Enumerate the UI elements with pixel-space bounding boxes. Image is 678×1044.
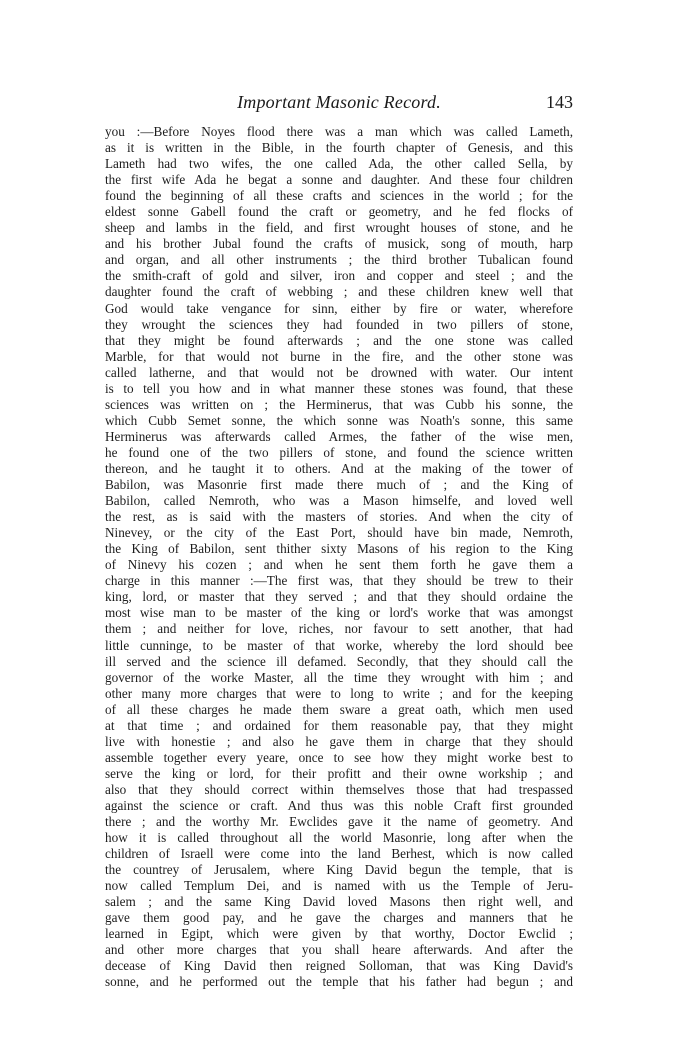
text-line: the countrey of Jerusalem, where King David begun the temple, that is (105, 862, 573, 878)
text-line: at that time ; and ordained for them reasonable pay, that they might (105, 717, 573, 733)
text-line: and organ, and all other instruments ; the third brother Tubalican found (105, 252, 573, 268)
text-line: children of Israell were come into the land Berhest, which is now called (105, 846, 573, 862)
text-line: the rest, as is said with the masters of stories. And when the city of (105, 509, 573, 525)
text-line: gave them good pay, and he gave the charges and manners that he (105, 910, 573, 926)
text-line: assemble together every yeare, once to see how they might worke best to (105, 749, 573, 765)
text-line: found the beginning of all these crafts and sciences in the world ; for the (105, 188, 573, 204)
text-line: the first wife Ada he begat a sonne and daughter. And these four children (105, 172, 573, 188)
text-line: now called Templum Dei, and is named with us the Temple of Jeru- (105, 878, 573, 894)
text-line: ill served and the science ill defamed. Secondly, that they should call the (105, 653, 573, 669)
text-line: they wrought the sciences they had founded in two pillers of stone, (105, 316, 573, 332)
text-line: called latherne, and that would not be drowned with water. Our intent (105, 364, 573, 380)
text-line: sciences was written on ; the Herminerus, that was Cubb his sonne, the (105, 396, 573, 412)
text-line: eldest sonne Gabell found the craft or geometry, and he fed flocks of (105, 204, 573, 220)
text-line: against the science or craft. And thus was this noble Craft first grounded (105, 797, 573, 813)
text-line: little cunninge, to be master of that worke, whereby the lord should bee (105, 637, 573, 653)
text-line: how it is called throughout all the world Masonrie, long after when the (105, 830, 573, 846)
text-line: which Cubb Semet sonne, the which sonne was Noath's sonne, this same (105, 412, 573, 428)
text-line: them ; and neither for love, riches, nor favour to sett another, that had (105, 621, 573, 637)
text-line: king, lord, or master that they served ; and that they should ordaine the (105, 589, 573, 605)
running-title: Important Masonic Record. (237, 92, 441, 112)
text-line: most wise man to be master of the king or lord's worke that was amongst (105, 605, 573, 621)
text-line: and his brother Jubal found the crafts of musick, song of mouth, harp (105, 236, 573, 252)
text-line: learned in Egipt, which were given by that worthy, Doctor Ewclid ; (105, 926, 573, 942)
text-line: God would take vengance for sinn, either by fire or water, wherefore (105, 300, 573, 316)
text-line: other many more charges that were to long to write ; and for the keeping (105, 685, 573, 701)
body-text (105, 124, 573, 991)
text-line: that they might be found afterwards ; and the one stone was called (105, 332, 573, 348)
text-line: salem ; and the same King David loved Masons then right well, and (105, 894, 573, 910)
page-number: 143 (546, 92, 573, 112)
text-line: there ; and the worthy Mr. Ewclides gave it the name of geometry. And (105, 814, 573, 830)
text-line: governor of the worke Master, all the time they wrought with him ; and (105, 669, 573, 685)
text-line: sheep and lambs in the field, and first wrought houses of stone, and he (105, 220, 573, 236)
text-line: Marble, for that would not burne in the fire, and the other stone was (105, 348, 573, 364)
text-line: is to tell you how and in what manner these stones was found, that these (105, 380, 573, 396)
text-line: Herminerus was afterwards called Armes, the father of the wise men, (105, 428, 573, 444)
text-line: of Ninevy his cozen ; and when he sent them forth he gave them a (105, 557, 573, 573)
running-head (105, 92, 573, 118)
text-line: Ninevey, or the city of the East Port, should have bin made, Nemroth, (105, 525, 573, 541)
text-line: the King of Babilon, sent thither sixty Masons of his region to the King (105, 541, 573, 557)
text-line: as it is written in the Bible, in the fourth chapter of Genesis, and this (105, 140, 573, 156)
text-line: Lameth had two wifes, the one called Ada, the other called Sella, by (105, 156, 573, 172)
text-line: charge in this manner :—The first was, that they should be trew to their (105, 573, 573, 589)
text-line: also that they should correct within themselves those that had trespassed (105, 781, 573, 797)
text-line: sonne, and he performed out the temple that his father had begun ; and (105, 974, 573, 990)
text-line: decease of King David then reigned Solloman, that was King David's (105, 958, 573, 974)
text-line: and other more charges that you shall heare afterwards. And after the (105, 942, 573, 958)
text-line: he found one of the two pillers of stone, and found the science written (105, 444, 573, 460)
text-line: serve the king or lord, for their profitt and their owne workship ; and (105, 765, 573, 781)
text-line: of all these charges he made them sware a great oath, which men used (105, 701, 573, 717)
text-line: Babilon, was Masonrie first made there much of ; and the King of (105, 477, 573, 493)
text-line: Babilon, called Nemroth, who was a Mason himselfe, and loved well (105, 493, 573, 509)
text-line: the smith-craft of gold and silver, iron and copper and steel ; and the (105, 268, 573, 284)
text-line: you :—Before Noyes flood there was a man which was called Lameth, (105, 124, 573, 139)
text-line: daughter found the craft of webbing ; and these children knew well that (105, 284, 573, 300)
text-line: live with honestie ; and also he gave them in charge that they should (105, 733, 573, 749)
text-line: thereon, and he taught it to others. And at the making of the tower of (105, 460, 573, 476)
